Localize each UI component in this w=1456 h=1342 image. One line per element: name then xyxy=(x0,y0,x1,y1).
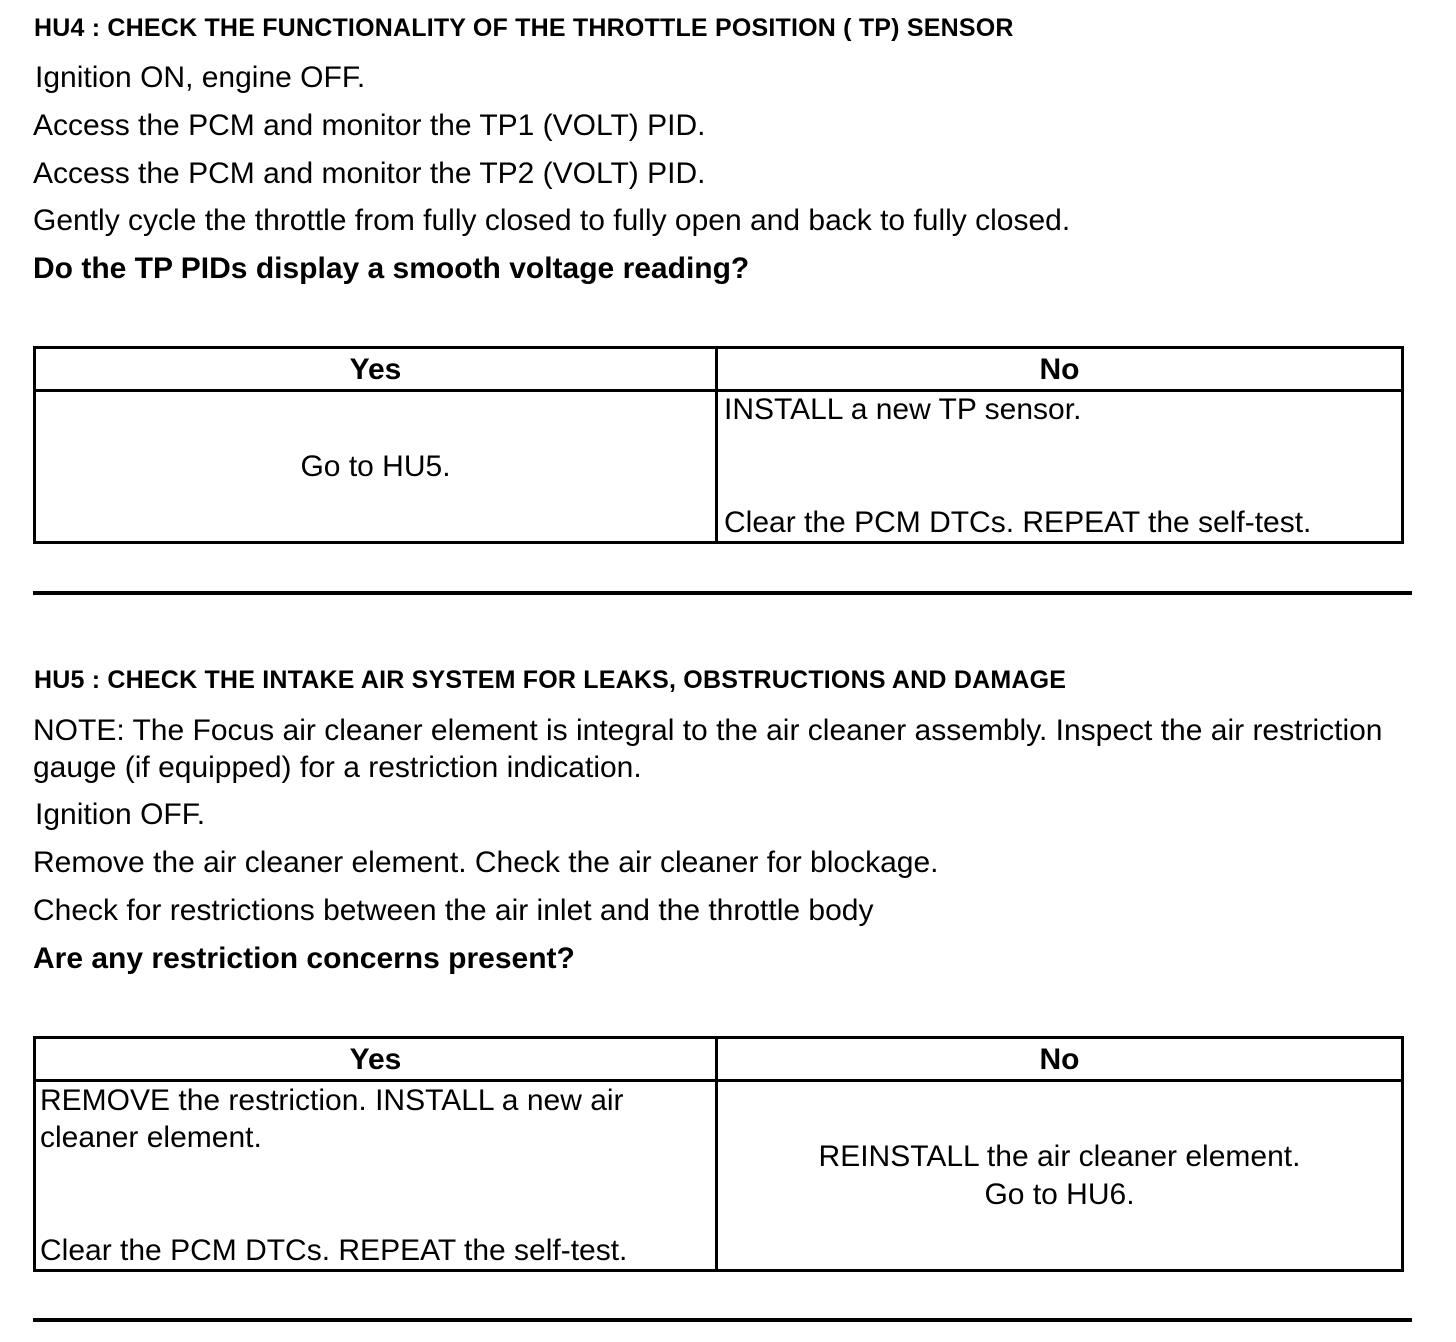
hu5-step-1: Ignition OFF. xyxy=(35,798,206,831)
hu5-yes-text-2: Clear the PCM DTCs. REPEAT the self-test. xyxy=(40,1234,628,1267)
hu5-yes-text-1: REMOVE the restriction. INSTALL a new air cleaner element. xyxy=(40,1084,624,1154)
hu5-step-2: Remove the air cleaner element. Check the air cleaner for blockage. xyxy=(33,846,939,879)
hu5-step-3: Check for restrictions between the air inlet and the throttle body xyxy=(33,894,874,927)
hu4-yes-header: Yes xyxy=(35,348,717,391)
hu5-yes-header: Yes xyxy=(35,1038,717,1081)
hu5-decision-table xyxy=(33,1036,1404,1272)
hu4-no-header: No xyxy=(717,348,1403,391)
hu4-heading: HU4 : CHECK THE FUNCTIONALITY OF THE THROTTLE POSITION ( TP) SENSOR xyxy=(34,14,1014,42)
hu4-question: Do the TP PIDs display a smooth voltage reading? xyxy=(33,252,750,285)
bottom-divider xyxy=(33,1318,1412,1322)
hu4-no-text-1: INSTALL a new TP sensor. xyxy=(724,393,1082,426)
hu4-step-4: Gently cycle the throttle from fully closed to fully open and back to fully closed. xyxy=(33,204,1071,237)
hu5-no-text-2: Go to HU6. xyxy=(984,1177,1135,1211)
hu4-step-2: Access the PCM and monitor the TP1 (VOLT) PID. xyxy=(33,109,706,142)
hu4-decision-table xyxy=(33,346,1404,544)
hu4-no-cell xyxy=(717,391,1403,543)
hu4-yes-text: Go to HU5. xyxy=(300,449,451,483)
hu5-heading: HU5 : CHECK THE INTAKE AIR SYSTEM FOR LEAKS, OBSTRUCTIONS AND DAMAGE xyxy=(34,666,1067,694)
hu5-yes-cell xyxy=(35,1081,717,1271)
hu4-no-text-2: Clear the PCM DTCs. REPEAT the self-test. xyxy=(724,506,1312,539)
hu5-no-header: No xyxy=(717,1038,1403,1081)
hu4-yes-cell xyxy=(35,391,717,543)
hu4-step-1: Ignition ON, engine OFF. xyxy=(35,61,366,94)
hu5-note: NOTE: The Focus air cleaner element is integral to the air cleaner assembly. Inspect the air restriction gauge (if equipped) for a restriction indication. xyxy=(33,714,1383,784)
hu5-question: Are any restriction concerns present? xyxy=(33,942,575,975)
hu5-no-cell xyxy=(717,1081,1403,1271)
hu4-step-3: Access the PCM and monitor the TP2 (VOLT) PID. xyxy=(33,157,706,190)
hu5-no-text-1: REINSTALL the air cleaner element. xyxy=(818,1139,1301,1173)
section-divider xyxy=(33,591,1412,595)
